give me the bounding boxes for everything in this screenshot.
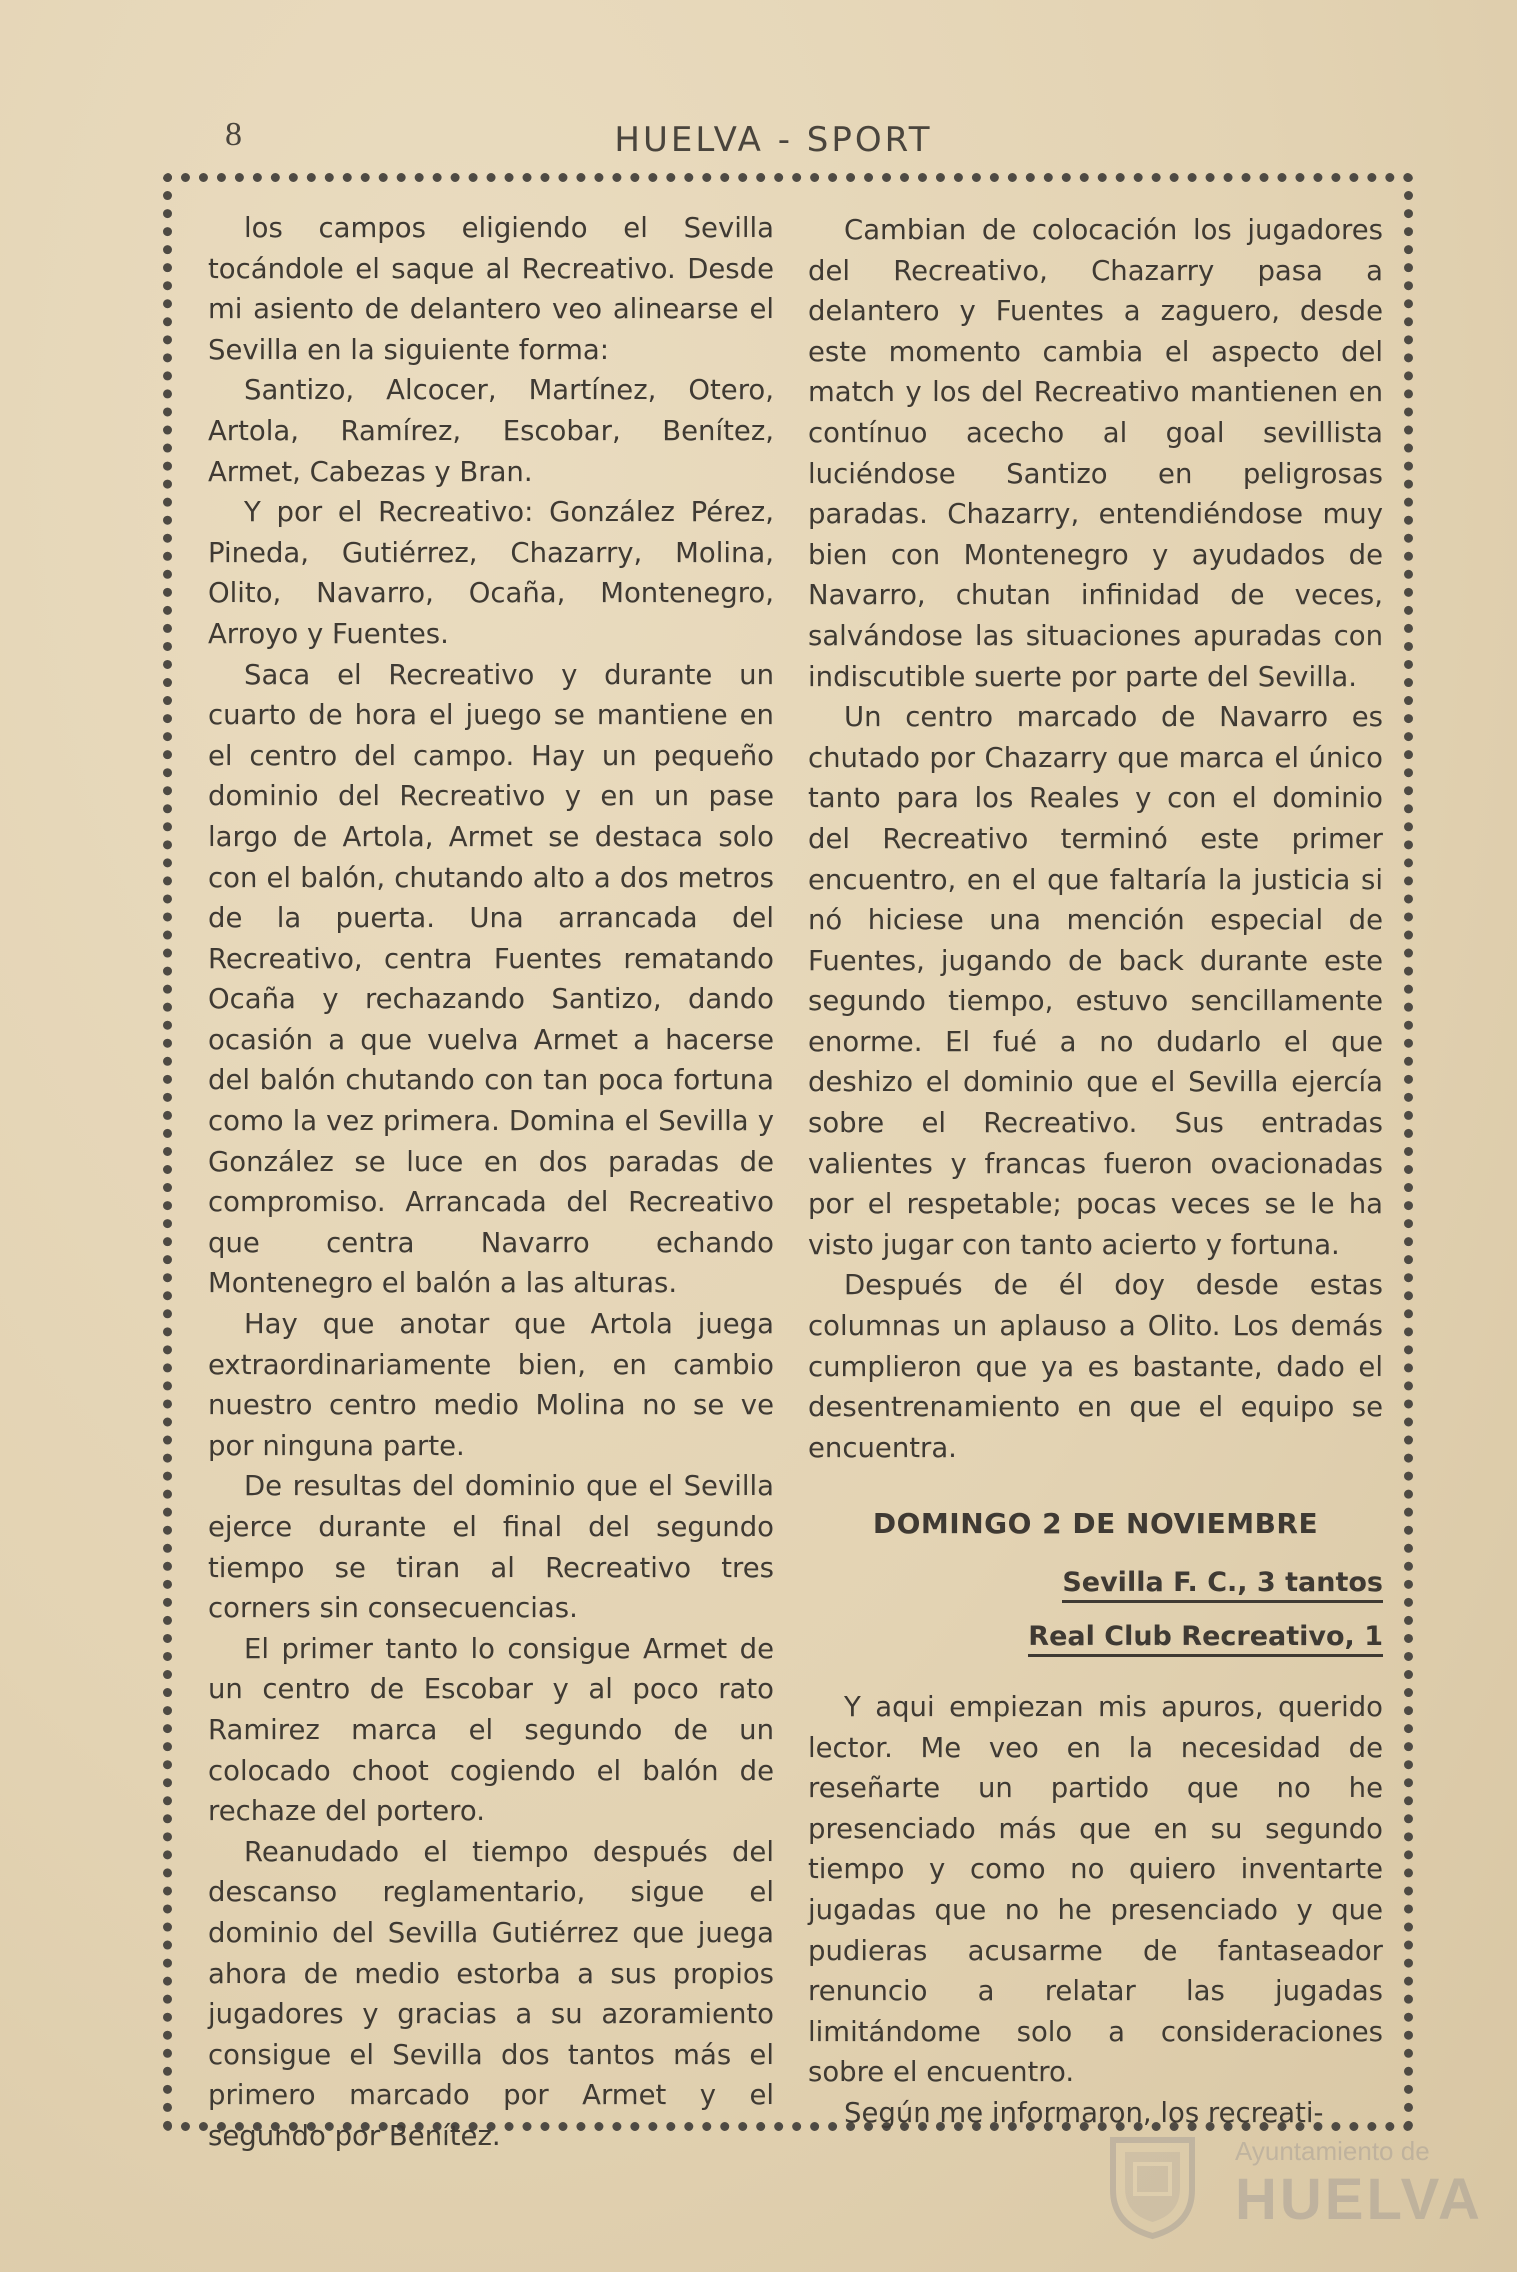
match-result-home (808, 1563, 1383, 1603)
watermark-logo (1105, 2130, 1483, 2240)
city-shield-icon (1105, 2130, 1200, 2240)
paragraph: Y por el Recreativo: González Pérez, Pineda, Gutiérrez, Chazarry, Molina, Olito, Navarro, Ocaña, Montenegro, Arroyo y Fuentes. (208, 496, 774, 650)
result-text: Real Club Recreativo, 1 (1028, 1621, 1383, 1657)
result-text: Sevilla F. C., 3 tantos (1062, 1567, 1383, 1603)
paragraph: los campos eligiendo el Sevilla tocándole el saque al Recreativo. Desde mi asiento de delantero veo alinearse el Sevilla en la siguiente forma: (208, 212, 774, 366)
paragraph: Saca el Recreativo y durante un cuarto de hora el juego se mantiene en el centro del campo. Hay un pequeño dominio del Recreativo y en un pase largo de Artola, Armet se destaca solo con el balón, chutando alto a dos metros de la puerta. Una arrancada del Recreativo, centra Fuentes rematando Ocaña y rechazando Santizo, dando ocasión a que vuelva Armet a hacerse del balón chutando con tan poca fortuna como la vez primera. Domina el Sevilla y González se luce en dos paradas de compromiso. Arrancada del Recreativo que centra Navarro echando Montenegro el balón a las alturas. (208, 658, 774, 1300)
running-title: HUELVA - SPORT (614, 120, 933, 160)
paragraph: Y aqui empiezan mis apuros, querido lector. Me veo en la necesidad de reseñarte un partido que no he presenciado más que en su segundo tiempo y como no quiero inventarte jugadas que no he presenciado y que pudieras acusarme de fantaseador renuncio a relatar las jugadas limitándome solo a consideraciones sobre el encuentro. (808, 1691, 1383, 2089)
paragraph: Santizo, Alcocer, Martínez, Otero, Artola, Ramírez, Escobar, Benítez, Armet, Cabezas y Bran. (208, 374, 774, 488)
paragraph: De resultas del dominio que el Sevilla ejerce durante el final del segundo tiempo se tiran al Recreativo tres corners sin consecuencias. (208, 1470, 774, 1625)
match-result-away (808, 1617, 1383, 1657)
watermark-line2: HUELVA (1235, 2167, 1483, 2232)
paragraph: Hay que anotar que Artola juega extraordinariamente bien, en cambio nuestro centro medio Molina no se ve por ninguna parte. (208, 1308, 774, 1462)
paragraph: Según me informaron, los recreati- (844, 2096, 1324, 2129)
paragraph: Cambian de colocación los jugadores del Recreativo, Chazarry pasa a delantero y Fuentes a zaguero, desde este momento cambia el aspecto del match y los del Recreativo mantienen en contínuo acecho al goal sevillista luciéndose Santizo en peligrosas paradas. Chazarry, entendiéndose muy bien con Montenegro y ayudados de Navarro, chutan infinidad de veces, salvándose las situaciones apuradas con indiscutible suerte por parte del Sevilla. (808, 214, 1383, 693)
left-column (208, 208, 774, 2157)
paragraph: Un centro marcado de Navarro es chutado por Chazarry que marca el único tanto para los Reales y con el dominio del Recreativo terminó este primer encuentro, en el que faltaría la justicia si nó hiciese una mención especial de Fuentes, jugando de back durante este segundo tiempo, estuvo sencillamente enorme. El fué a no dudarlo el que deshizo el dominio que el Sevilla ejercía sobre el Recreativo. Sus entradas valientes y francas fueron ovacionadas por el respetable; pocas veces se le ha visto jugar con tanto acierto y fortuna. (808, 701, 1383, 1261)
paragraph: Después de él doy desde estas columnas un aplauso a Olito. Los demás cumplieron que ya es bastante, dado el desentrenamiento en que el equipo se encuentra. (808, 1269, 1383, 1464)
watermark-line1: Ayuntamiento de (1235, 2136, 1430, 2166)
page-number: 8 (225, 116, 242, 153)
paragraph: El primer tanto lo consigue Armet de un centro de Escobar y al poco rato Ramirez marca el segundo de un colocado choot cogiendo el balón de rechaze del portero. (208, 1632, 774, 1828)
paragraph: Reanudado el tiempo después del descanso reglamentario, sigue el dominio del Sevilla Gutiérrez que juega ahora de medio estorba a sus propios jugadores y gracias a su azoramiento consigue el Sevilla dos tantos más el primero marcado por Armet y el segundo por Benítez. (208, 1835, 774, 2152)
section-heading: DOMINGO 2 DE NOVIEMBRE (872, 1507, 1319, 1541)
right-column (808, 210, 1383, 2134)
